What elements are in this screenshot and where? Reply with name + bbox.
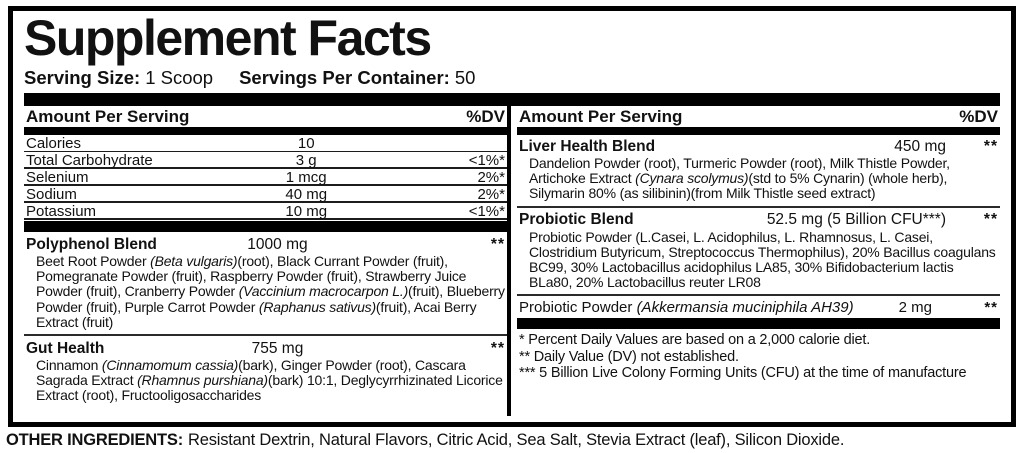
blend-row-probiotic bbox=[517, 209, 1000, 229]
probiotic-powder-row bbox=[517, 297, 1000, 317]
divider-bar-section bbox=[24, 221, 507, 232]
other-ingredients-label: OTHER INGREDIENTS: bbox=[6, 431, 183, 449]
blend-amount: 52.5 mg (5 Billion CFU***) bbox=[766, 211, 946, 229]
columns-container bbox=[24, 106, 1000, 416]
divider-bar-top bbox=[24, 93, 1000, 106]
dv-header: %DV bbox=[466, 107, 505, 126]
blend-description: Probiotic Powder (L.Casei, L. Acidophilus, L. Rhamnosus, L. Casei, Clostridium Butyricum, Streptococcus Thermophilus), 20% Bacillus coagulans BC99, 30% Lactobacillus acidophilus LA85, 30% Bifidobacterium lactis BLa80, 20% Lactobacillus reuter LR08 bbox=[529, 228, 996, 291]
blend-dv: ** bbox=[490, 339, 505, 357]
row-separator bbox=[517, 206, 1000, 208]
page-title: Supplement Facts bbox=[24, 10, 431, 66]
row-separator bbox=[517, 294, 1000, 296]
footnote: ** Daily Value (DV) not established. bbox=[519, 348, 739, 365]
footnote: * Percent Daily Values are based on a 2,000 calorie diet. bbox=[519, 332, 871, 349]
right-column-header bbox=[517, 106, 1000, 127]
blend-name: Probiotic Blend bbox=[519, 211, 634, 229]
blend-dv: ** bbox=[983, 137, 998, 155]
nutrient-name: Calories bbox=[26, 135, 82, 152]
nutrient-dv: <1%* bbox=[468, 203, 505, 220]
blend-name: Gut Health bbox=[26, 339, 105, 357]
servings-per-container-label: Servings Per Container: bbox=[239, 67, 450, 88]
nutrient-amount: 1 mcg bbox=[285, 169, 327, 186]
blend-dv: ** bbox=[490, 235, 505, 253]
footnotes bbox=[517, 330, 1000, 381]
left-column-header bbox=[24, 106, 507, 127]
nutrient-row-selenium bbox=[24, 169, 507, 186]
serving-info bbox=[24, 67, 1000, 88]
ingredient-amount: 2 mg bbox=[898, 298, 932, 316]
nutrient-row-carbohydrate bbox=[24, 152, 507, 169]
blend-row-gut-health bbox=[24, 337, 507, 357]
ingredient-name: Probiotic Powder (Akkermansia muciniphila AH39) bbox=[519, 298, 854, 316]
dv-header: %DV bbox=[959, 107, 998, 126]
nutrient-name: Selenium bbox=[26, 169, 89, 186]
blend-amount: 755 mg bbox=[251, 339, 304, 357]
blend-amount: 1000 mg bbox=[247, 235, 308, 253]
divider-bar-section bbox=[517, 318, 1000, 329]
serving-size-value: 1 Scoop bbox=[145, 67, 214, 88]
nutrient-amount: 10 mg bbox=[285, 203, 328, 220]
nutrient-dv: 2%* bbox=[477, 169, 505, 186]
nutrient-dv: <1%* bbox=[468, 152, 505, 169]
nutrient-dv: 2%* bbox=[477, 186, 505, 203]
nutrient-row-sodium bbox=[24, 186, 507, 203]
ingredient-dv: ** bbox=[984, 298, 998, 316]
row-separator bbox=[24, 334, 507, 336]
blend-name: Liver Health Blend bbox=[519, 137, 656, 155]
blend-row-liver-health bbox=[517, 135, 1000, 155]
nutrient-row-potassium bbox=[24, 203, 507, 220]
left-column bbox=[24, 106, 507, 416]
nutrient-amount: 40 mg bbox=[285, 186, 328, 203]
amount-per-serving-header: Amount Per Serving bbox=[519, 107, 683, 126]
nutrient-row-calories bbox=[24, 135, 507, 152]
divider-bar-header bbox=[517, 127, 1000, 135]
serving-size-label: Serving Size: bbox=[24, 67, 141, 88]
blend-name: Polyphenol Blend bbox=[26, 235, 157, 253]
footnote: *** 5 Billion Live Colony Forming Units (CFU) at the time of manufacture bbox=[519, 365, 967, 382]
blend-amount: 450 mg bbox=[894, 137, 946, 155]
nutrient-name: Potassium bbox=[26, 203, 97, 220]
right-column bbox=[511, 106, 1000, 416]
servings-per-container-value: 50 bbox=[454, 67, 476, 88]
blend-row-polyphenol bbox=[24, 233, 507, 253]
blend-dv: ** bbox=[983, 211, 998, 229]
nutrient-name: Sodium bbox=[26, 186, 77, 203]
other-ingredients bbox=[6, 431, 1020, 450]
supplement-facts-panel bbox=[8, 6, 1016, 427]
nutrient-name: Total Carbohydrate bbox=[26, 152, 153, 169]
blend-description: Beet Root Powder (Beta vulgaris)(root), Black Currant Powder (fruit), Pomegranate Powder (fruit), Raspberry Powder (fruit), Strawberry Juice Powder (fruit), Cranberry Powder (Vaccinium macrocarpon L.)(fruit), Blueberry Powder (fruit), Purple Carrot Powder (Raphanus sativus)(fruit), Acai Berry Extract (fruit) bbox=[36, 253, 505, 330]
blend-description: Cinnamon (Cinnamomum cassia)(bark), Ginger Powder (root), Cascara Sagrada Extract (Rhamnus purshiana)(bark) 10:1, Deglycyrrhizinated Licorice Extract (root), Fructooligosaccharides bbox=[36, 357, 503, 404]
other-ingredients-value: Resistant Dextrin, Natural Flavors, Citric Acid, Sea Salt, Stevia Extract (leaf), Silicon Dioxide. bbox=[188, 431, 845, 449]
amount-per-serving-header: Amount Per Serving bbox=[26, 107, 190, 126]
nutrient-amount: 10 bbox=[297, 135, 315, 152]
divider-bar-header bbox=[24, 127, 507, 135]
nutrient-amount: 3 g bbox=[295, 152, 317, 169]
blend-description: Dandelion Powder (root), Turmeric Powder (root), Milk Thistle Powder, Artichoke Extract (Cynara scolymus)(std to 5% Cynarin) (whole herb), Silymarin 80% (as silibinin)(from Milk Thistle seed extract) bbox=[529, 155, 950, 202]
